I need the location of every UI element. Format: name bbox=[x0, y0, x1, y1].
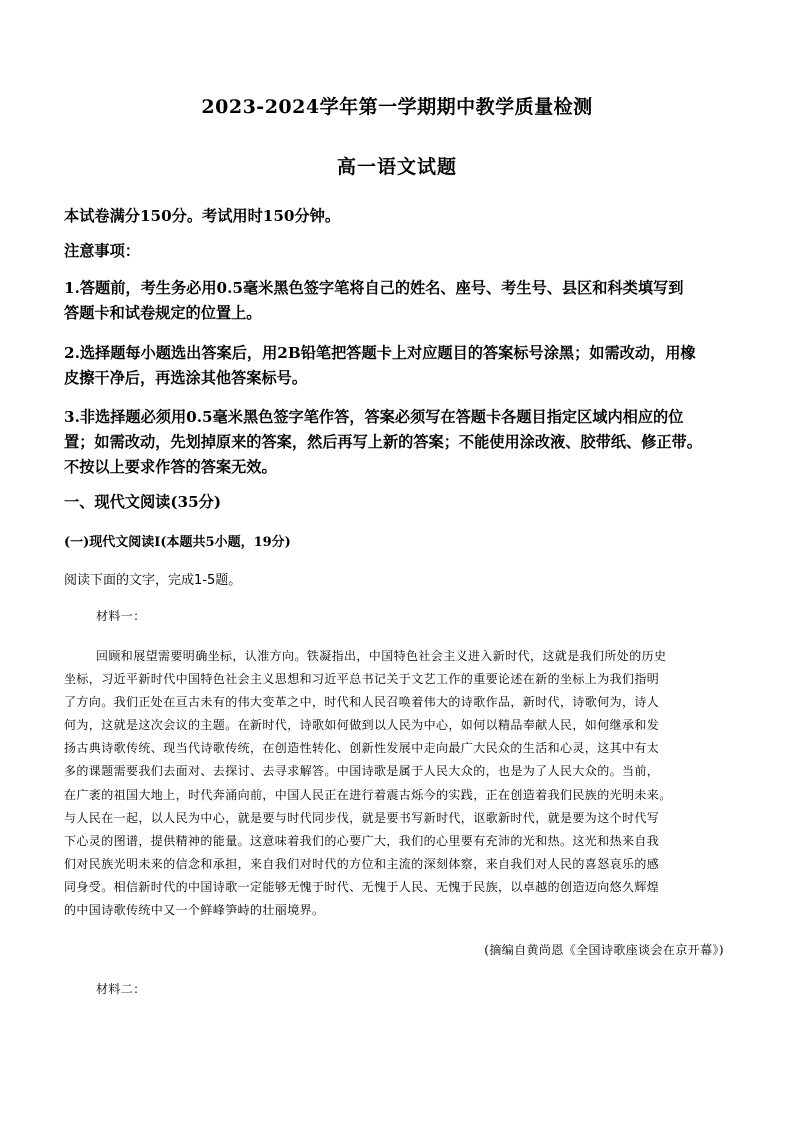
material-1-line: 的中国诗歌传统中又一个鲜峰笋峙的壮丽境界。 bbox=[64, 903, 325, 917]
notice-3-line-3: 不按以上要求作答的答案无效。 bbox=[64, 458, 277, 476]
exam-title: 2023-2024学年第一学期期中教学质量检测 bbox=[201, 96, 593, 118]
material-1-line: 回顾和展望需要明确坐标，认准方向。铁凝指出，中国特色社会主义进入新时代，这就是我们所处的历史 bbox=[96, 649, 667, 663]
material-1-line: 多的课题需要我们去面对、去探讨、去寻求解答。中国诗歌是属于人民大众的，也是为了人民大众的。当前， bbox=[64, 764, 660, 778]
material-1-line: 同身受。相信新时代的中国诗歌一定能够无愧于时代、无愧于人民、无愧于民族，以卓越的创造迈向悠久辉煌 bbox=[64, 880, 660, 894]
notice-2-line-1: 2.选择题每小题选出答案后，用2B铅笔把答题卡上对应题目的答案标号涂黑；如需改动，用橡 bbox=[64, 344, 696, 362]
section-heading: 一、现代文阅读(35分) bbox=[64, 493, 222, 511]
material-1-label: 材料一： bbox=[96, 609, 146, 623]
exam-subtitle: 高一语文试题 bbox=[336, 156, 457, 178]
material-2-label: 材料二： bbox=[96, 982, 146, 996]
material-1-line: 坐标，习近平新时代中国特色社会主义思想和习近平总书记关于文艺工作的重要论述在新的坐标上为我们指明 bbox=[64, 672, 660, 686]
notice-1-line-2: 答题卡和试卷规定的位置上。 bbox=[64, 304, 262, 322]
reading-instruction: 阅读下面的文字，完成1-5题。 bbox=[64, 573, 242, 588]
material-1-line: 们对民族光明未来的信念和承担，来自我们对时代的方位和主流的深刻体察，来自我们对人民的喜怒哀乐的感 bbox=[64, 857, 660, 871]
material-1-line: 了方向。我们正处在亘古未有的伟大变革之中，时代和人民召唤着伟大的诗歌作品，新时代，诗歌何为，诗人 bbox=[64, 695, 660, 709]
score-time-info: 本试卷满分150分。考试用时150分钟。 bbox=[64, 207, 341, 225]
material-1-line: 与人民在一起，以人民为中心，就是要与时代同步伐，就是要书写新时代，讴歌新时代，就是要为这个时代写 bbox=[64, 811, 660, 825]
sub-section-heading: (一)现代文阅读Ⅰ(本题共5小题，19分) bbox=[64, 535, 291, 550]
material-1-source: (摘编自黄尚恩《全国诗歌座谈会在京开幕》) bbox=[484, 943, 724, 957]
notice-heading: 注意事项： bbox=[64, 242, 140, 260]
notice-1-line-1: 1.答题前，考生务必用0.5毫米黑色签字笔将自己的姓名、座号、考生号、县区和科类填写到 bbox=[64, 279, 684, 297]
notice-3-line-1: 3.非选择题必须用0.5毫米黑色签字笔作答，答案必须写在答题卡各题目指定区域内相应的位 bbox=[64, 408, 684, 426]
notice-3-line-2: 置；如需改动，先划掉原来的答案，然后再写上新的答案；不能使用涂改液、胶带纸、修正带。 bbox=[64, 433, 702, 451]
material-1-line: 下心灵的图谱，提供精神的能量。这意味着我们的心要广大，我们的心里要有充沛的光和热。这光和热来自我 bbox=[64, 834, 660, 848]
material-1-line: 扬古典诗歌传统、现当代诗歌传统，在创造性转化、创新性发展中走向最广大民众的生活和心灵，这其中有太 bbox=[64, 741, 660, 755]
material-1-line: 在广袤的祖国大地上，时代奔涌向前，中国人民正在进行着震古烁今的实践，正在创造着我们民族的光明未来。 bbox=[64, 788, 672, 802]
material-1-line: 何为，这就是这次会议的主题。在新时代，诗歌如何做到以人民为中心，如何以精品奉献人民，如何继承和发 bbox=[64, 718, 660, 732]
notice-2-line-2: 皮擦干净后，再选涂其他答案标号。 bbox=[64, 369, 307, 387]
